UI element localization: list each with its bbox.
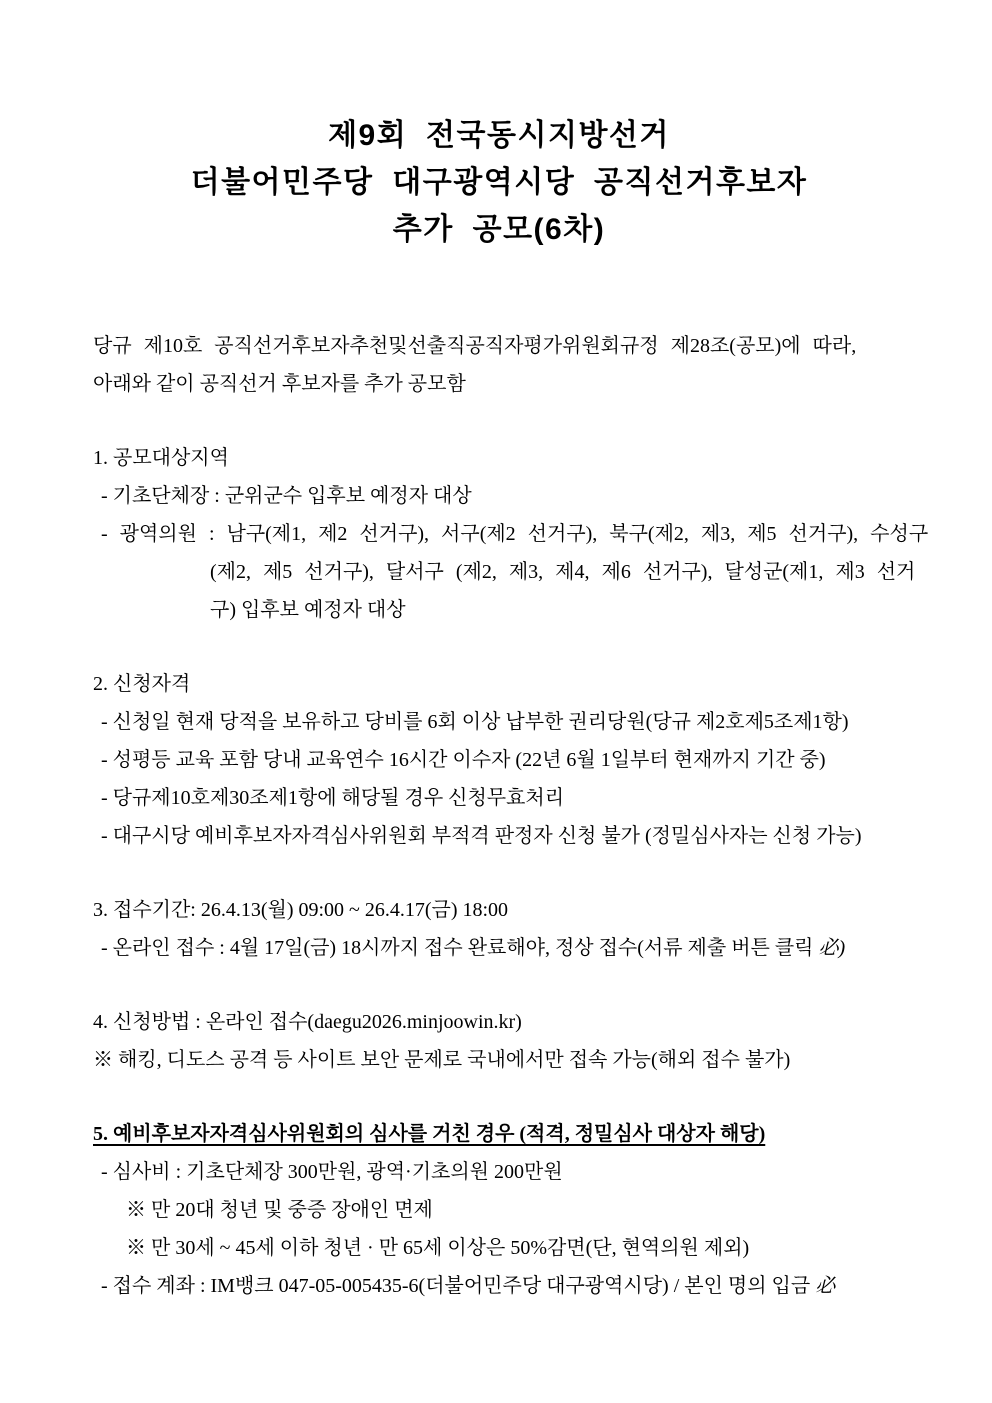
document-line: ※ 만 20대 청년 및 중증 장애인 면제 (126, 1199, 433, 1221)
document-line: - 광역의원 : 남구(제1, 제2 선거구), 서구(제2 선거구), 북구(제2, 제3, 제5 선거구), 수성구 (101, 523, 929, 545)
document-section (93, 439, 929, 629)
section-heading: 1. 공모대상지역 (93, 447, 229, 469)
document-title (93, 112, 905, 253)
section-items (93, 929, 905, 967)
section-items (93, 1041, 905, 1079)
document-line: 구) 입후보 예정자 대상 (210, 599, 406, 621)
document-line: - 접수 계좌 : IM뱅크 047-05-005435-6(더불어민주당 대구광역시당) / 본인 명의 입금 必 (101, 1275, 836, 1297)
document-section (93, 891, 905, 967)
title-line-2: 더불어민주당 대구광역시당 공직선거후보자 (190, 166, 808, 199)
document-body (93, 327, 929, 1305)
intro-paragraph (93, 327, 905, 403)
document-section (93, 1115, 905, 1305)
document-line: - 성평등 교육 포함 당내 교육연수 16시간 이수자 (22년 6월 1일부터 현재까지 기간 중) (101, 749, 826, 771)
sections-container (93, 439, 929, 1305)
document-line: ※ 해킹, 디도스 공격 등 사이트 보안 문제로 국내에서만 접속 가능(해외 접수 불가) (93, 1049, 791, 1071)
document-line: ※ 만 30세 ~ 45세 이하 청년 · 만 65세 이상은 50%감면(단, 현역의원 제외) (126, 1237, 750, 1259)
section-items (93, 1153, 905, 1305)
section-heading: 3. 접수기간: 26.4.13(월) 09:00 ~ 26.4.17(금) 18:00 (93, 899, 509, 921)
document-line: - 온라인 접수 : 4월 17일(금) 18시까지 접수 완료해야, 정상 접수(서류 제출 버튼 클릭 必) (101, 937, 846, 959)
document-line: - 신청일 현재 당적을 보유하고 당비를 6회 이상 납부한 권리당원(당규 제2호제5조제1항) (101, 711, 849, 733)
document-line: 당규 제10호 공직선거후보자추천및선출직공직자평가위원회규정 제28조(공모)에 따라, (93, 335, 857, 357)
document-line: - 기초단체장 : 군위군수 입후보 예정자 대상 (101, 485, 472, 507)
document-line: - 심사비 : 기초단체장 300만원, 광역·기초의원 200만원 (101, 1161, 563, 1183)
document-line: (제2, 제5 선거구), 달서구 (제2, 제3, 제4, 제6 선거구), 달성군(제1, 제3 선거 (210, 561, 916, 583)
title-line-1: 제9회 전국동시지방선거 (328, 119, 670, 152)
section-heading: 5. 예비후보자자격심사위원회의 심사를 거친 경우 (적격, 정밀심사 대상자 해당) (93, 1123, 766, 1145)
required-hanja-italic: 必 (815, 1275, 836, 1297)
document-section (93, 665, 905, 855)
document-line: 아래와 같이 공직선거 후보자를 추가 공모함 (93, 373, 466, 395)
title-line-3: 추가 공모(6차) (392, 213, 606, 246)
document-section (93, 1003, 905, 1079)
document-line: - 대구시당 예비후보자자격심사위원회 부적격 판정자 신청 불가 (정밀심사자는 신청 가능) (101, 825, 862, 847)
document-line: - 당규제10호제30조제1항에 해당될 경우 신청무효처리 (101, 787, 565, 809)
section-heading: 4. 신청방법 : 온라인 접수(daegu2026.minjoowin.kr) (93, 1011, 522, 1033)
section-heading: 2. 신청자격 (93, 673, 191, 695)
section-items (93, 703, 905, 855)
required-hanja-italic: 必) (818, 937, 846, 959)
section-items (93, 477, 929, 629)
